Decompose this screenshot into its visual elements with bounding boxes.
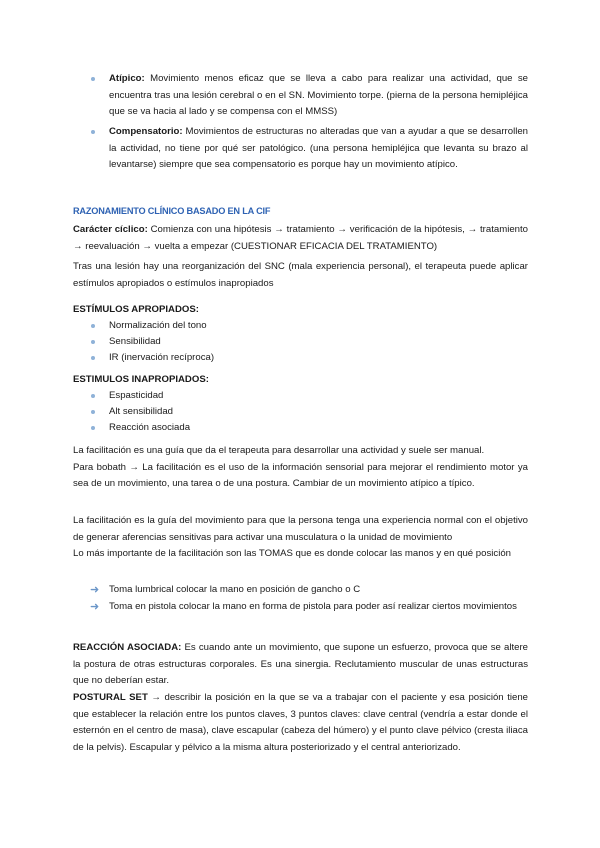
facilitacion-text-3: La facilitación es la guía del movimiento para que la persona tenga una experiencia normal con el objetivo de generar aferencias sensitivas para activar una musculatura o la unidad de movimiento [73,515,528,543]
atipico-paragraph [109,71,528,121]
bullet-icon [90,420,98,428]
postural-set-term: POSTURAL SET [73,692,148,703]
list-item: Espasticidad [109,390,164,401]
bullet-icon [90,350,98,358]
list-item: Normalización del tono [109,320,207,331]
bullet-icon [90,388,98,396]
compensatorio-text: Movimientos de estructuras no alteradas que van a ayudar a que se desarrollen la actividad, no tiene por qué ser patológico. (una persona hemipléjica que levanta su brazo al levantarse) siempre que sea compensatorio es porque hay un movimiento atípico. [109,126,528,170]
toma-item [109,582,528,599]
toma-item [109,599,528,616]
compensatorio-paragraph [109,124,528,174]
arrow-icon: ➜ [90,601,100,613]
reaccion-asociada-paragraph [73,640,528,690]
list-item: Alt sensibilidad [109,406,173,417]
reorganizacion-paragraph [73,259,528,292]
atipico-term: Atípico: [109,73,145,84]
caracter-ciclico-paragraph [73,222,528,255]
arrow-icon: ➜ [90,584,100,596]
facilitacion-text-4: Lo más importante de la facilitación son las TOMAS que es donde colocar las manos y en qué posición [73,548,512,559]
bullet-icon [90,318,98,326]
postural-set-text: → describir la posición en la que se va a trabajar con el paciente y esa posición tiene que establecer la relación entre los puntos claves, 3 puntos claves: clave central (vendría a estar donde el esternón en el centro de masa), clave escapular (cabeza del húmero) y el punto clave pélvico (cresta iliaca de la pelvis). Escapular y pélvico a la misma altura posteriorizado y el central anteriorizado. [73,692,528,753]
compensatorio-term: Compensatorio: [109,126,183,137]
bullet-icon [90,334,98,342]
apropiados-heading: ESTÍMULOS APROPIADOS: [73,304,199,315]
facilitacion-text-2: Para bobath → La facilitación es el uso de la información sensorial para mejorar el rendimiento motor ya sea de un movimiento, una tarea o de una postura. Cambiar de un movimiento atípico a típico. [73,461,528,489]
toma-text-1: Toma lumbrical colocar la mano en posición de gancho o C [109,584,361,595]
facilitacion-block-1 [73,443,528,493]
facilitacion-text-1: La facilitación es una guía que da el terapeuta para desarrollar una actividad y suele ser manual. [73,445,485,456]
reaccion-asociada-term: REACCIÓN ASOCIADA: [73,642,182,653]
bullet-icon [90,124,98,132]
apropiados-heading-container [73,302,528,319]
reorganizacion-text: Tras una lesión hay una reorganización del SNC (mala experiencia personal), el terapeuta puede aplicar estímulos apropiados o estímulos inapropiados [73,261,528,289]
toma-text-2: Toma en pistola colocar la mano en forma de pistola para poder así realizar ciertos movimientos [109,601,517,612]
reaccion-asociada-text: Es cuando ante un movimiento, que supone un esfuerzo, provoca que se altere la postura de otras estructuras corporales. Es una sinergia. Reclutamiento muscular de unas estructuras que no deberían estar. [73,642,529,686]
list-item: Reacción asociada [109,422,191,433]
section-heading-container [73,203,528,220]
list-item: Sensibilidad [109,336,161,347]
inapropiados-heading: ESTIMULOS INAPROPIADOS: [73,374,209,385]
bullet-icon [90,404,98,412]
caracter-ciclico-text: Comienza con una hipótesis → tratamiento → verificación de la hipótesis, → tratamiento → reevaluación → vuelta a empezar (CUESTIONAR EFICACIA DEL TRATAMIENTO) [73,224,528,252]
facilitacion-block-2 [73,513,528,563]
section-heading: RAZONAMIENTO CLÍNICO BASADO EN LA CIF [73,206,271,216]
caracter-ciclico-term: Carácter cíclico: [73,224,148,235]
bullet-icon [90,71,98,79]
inapropiados-heading-container [73,372,528,389]
atipico-text: Movimiento menos eficaz que se lleva a cabo para realizar una actividad, que se encuentra tras una lesión cerebral o en el SN. Movimiento torpe. (pierna de la persona hemipléjica que se va hacia al lado y se compensa con el MMSS) [109,73,528,117]
list-item: IR (inervación recíproca) [109,352,215,363]
postural-set-paragraph [73,690,528,756]
